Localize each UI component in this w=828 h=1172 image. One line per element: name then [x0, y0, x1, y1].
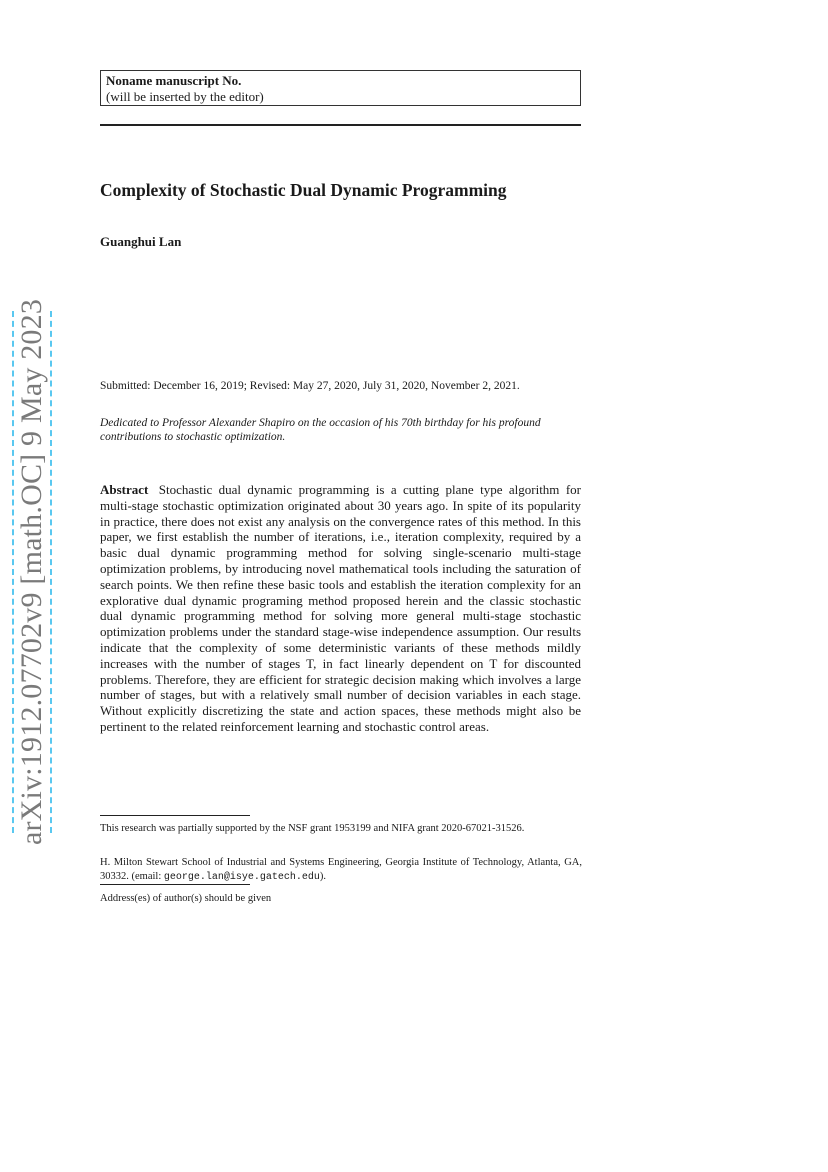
address-footnote: Address(es) of author(s) should be given — [100, 893, 272, 904]
footnote-rule — [100, 815, 250, 816]
header-rule — [100, 124, 581, 126]
abstract-label: Abstract — [100, 482, 149, 497]
footnote-rule-2 — [100, 884, 250, 885]
arxiv-stamp-text: arXiv:1912.07702v9 [math.OC] 9 May 2023 — [15, 298, 48, 846]
abstract-text: Stochastic dual dynamic programming is a cutting plane type algorithm for multi-stage stochastic optimization originated about 30 years ago. In spite of its popularity in practice, there does not exist any analysis on the convergence rates of this method. In this paper, we first establish the number of iterations, i.e., iteration complexity, required by a basic dual dynamic programming method for solving single-scenario multi-stage optimization problems, by introducing novel mathematical tools including the saturation of search points. We then refine these basic tools and establish the iteration complexity for an explorative dual dynamic programing method proposed herein and the classic stochastic dual dynamic programming method for solving more general multi-stage stochastic optimization problems under the standard stage-wise independence assumption. Our results indicate that the complexity of some deterministic variants of these methods mildly increases with the number of stages T, in fact linearly dependent on T for discounted problems. Therefore, they are efficient for strategic decision making which involves a large number of stages, but with a relatively small number of decision variables in each stage. Without explicitly discretizing the state and action spaces, these methods might also be pertinent to the related reinforcement learning and stochastic control areas. — [100, 482, 581, 734]
manuscript-title: Noname manuscript No. — [106, 73, 242, 88]
dedication: Dedicated to Professor Alexander Shapiro on the occasion of his 70th birthday for his profound contributions to stochastic optimization. — [100, 417, 541, 443]
submission-dates: Submitted: December 16, 2019; Revised: May 27, 2020, July 31, 2020, November 2, 2021. — [100, 380, 520, 392]
affiliation-footnote — [100, 856, 582, 884]
arxiv-stamp — [12, 298, 52, 846]
paper-title: Complexity of Stochastic Dual Dynamic Programming — [100, 180, 507, 200]
author-email: george.lan@isye.gatech.edu — [163, 871, 320, 883]
author-name: Guanghui Lan — [100, 234, 182, 249]
manuscript-box — [100, 70, 581, 106]
abstract — [100, 482, 581, 735]
funding-footnote: This research was partially supported by the NSF grant 1953199 and NIFA grant 2020-67021-31526. — [100, 823, 525, 834]
affiliation-text: H. Milton Stewart School of Industrial and Systems Engineering, Georgia Institute of Technology, Atlanta, GA, 30332. (email: — [100, 857, 582, 882]
affiliation-close: ). — [319, 870, 327, 882]
manuscript-subtitle: (will be inserted by the editor) — [106, 89, 264, 104]
